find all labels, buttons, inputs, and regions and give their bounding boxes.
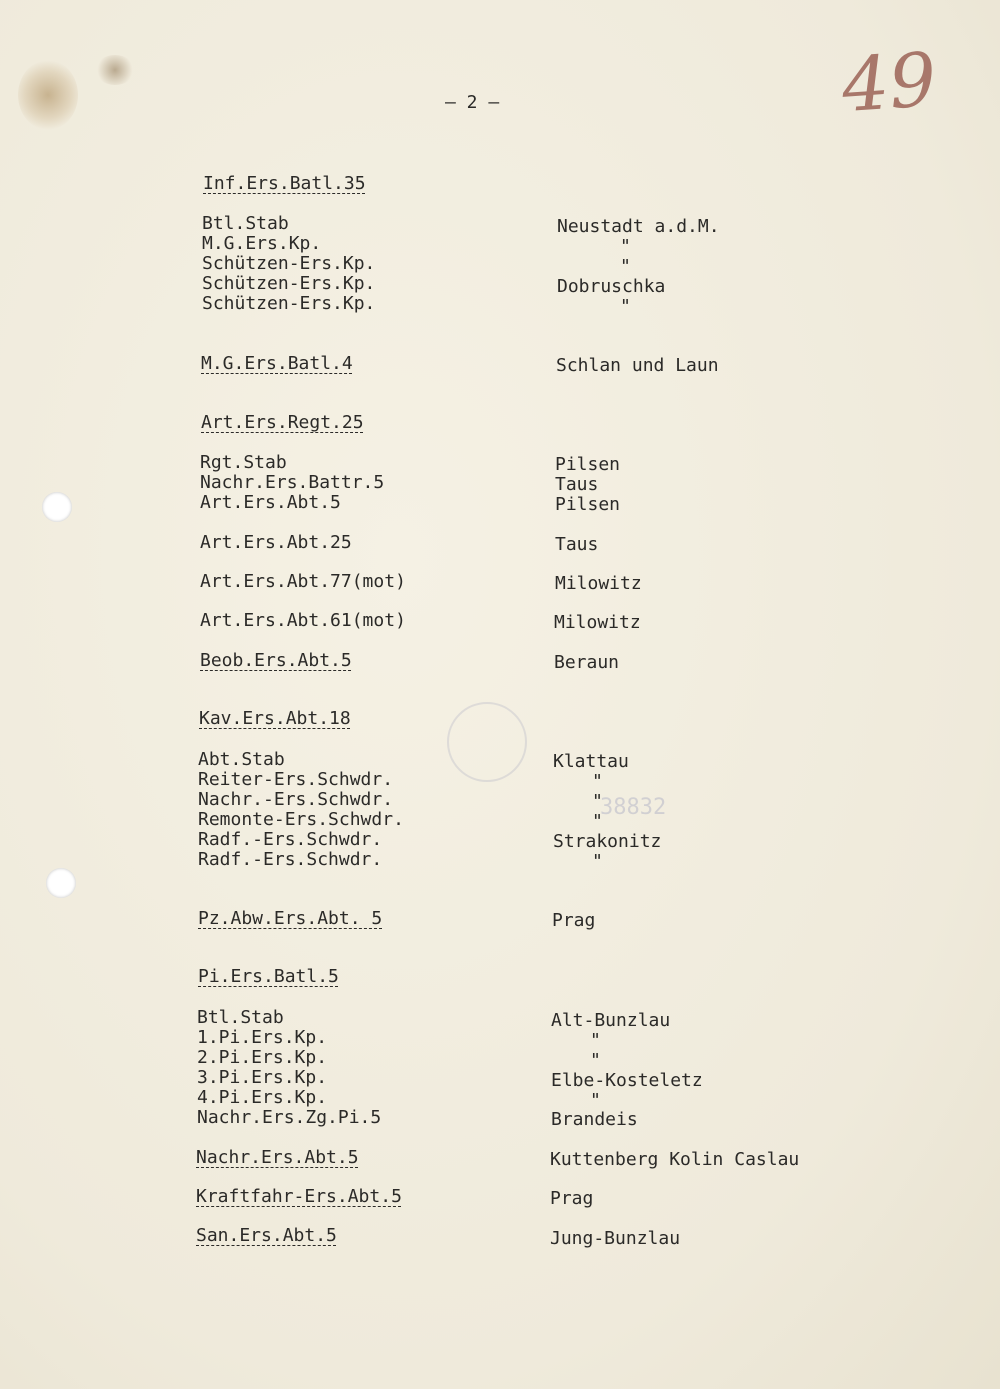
location-text: Brandeis bbox=[551, 1109, 638, 1130]
sub-unit-label: Art.Ers.Abt.61(mot) bbox=[200, 610, 406, 631]
location-text: Milowitz bbox=[554, 612, 641, 633]
sub-unit-label: Nachr.Ers.Zg.Pi.5 bbox=[197, 1107, 382, 1128]
unit-heading: Kraftfahr-Ers.Abt.5 bbox=[196, 1186, 402, 1207]
folio-number: 49 bbox=[839, 36, 940, 130]
sub-unit-label: Btl.Stab bbox=[202, 213, 289, 234]
location-text: Elbe-Kosteletz bbox=[551, 1070, 703, 1091]
ghost-number: 38832 bbox=[600, 795, 667, 820]
sub-unit-label: Nachr.-Ers.Schwdr. bbox=[198, 789, 394, 810]
unit-heading: San.Ers.Abt.5 bbox=[196, 1225, 337, 1246]
location-text: Jung-Bunzlau bbox=[550, 1228, 681, 1249]
location-text: Taus bbox=[555, 534, 599, 555]
sub-unit-label: Art.Ers.Abt.77(mot) bbox=[200, 571, 406, 592]
unit-heading: Inf.Ers.Batl.35 bbox=[203, 173, 366, 194]
ditto-mark: " bbox=[592, 851, 603, 872]
location-text: Pilsen bbox=[555, 454, 621, 475]
water-stain bbox=[95, 55, 135, 85]
sub-unit-label: Btl.Stab bbox=[197, 1007, 284, 1028]
ditto-mark: " bbox=[592, 771, 603, 792]
location-text: Beraun bbox=[554, 652, 620, 673]
unit-heading: Pi.Ers.Batl.5 bbox=[198, 966, 339, 987]
ditto-mark: " bbox=[620, 256, 631, 277]
sub-unit-label: Nachr.Ers.Battr.5 bbox=[200, 472, 385, 493]
sub-unit-label: Schützen-Ers.Kp. bbox=[202, 293, 376, 314]
unit-heading: Art.Ers.Regt.25 bbox=[201, 412, 364, 433]
ditto-mark: " bbox=[590, 1090, 601, 1111]
punch-hole bbox=[42, 492, 72, 522]
sub-unit-label: Art.Ers.Abt.25 bbox=[200, 532, 352, 553]
unit-heading: Kav.Ers.Abt.18 bbox=[199, 708, 351, 729]
sub-unit-label: 1.Pi.Ers.Kp. bbox=[197, 1027, 328, 1048]
location-text: Schlan und Laun bbox=[556, 355, 719, 376]
location-text: Prag bbox=[552, 910, 596, 931]
location-text: Kuttenberg Kolin Caslau bbox=[550, 1149, 800, 1170]
location-text: Prag bbox=[550, 1188, 594, 1209]
unit-heading: Pz.Abw.Ers.Abt. 5 bbox=[198, 908, 383, 929]
sub-unit-label: Reiter-Ers.Schwdr. bbox=[198, 769, 394, 790]
ditto-mark: " bbox=[592, 791, 603, 812]
water-stain bbox=[18, 60, 78, 130]
location-text: Strakonitz bbox=[553, 831, 662, 852]
sub-unit-label: Schützen-Ers.Kp. bbox=[202, 253, 376, 274]
sub-unit-label: Radf.-Ers.Schwdr. bbox=[198, 829, 383, 850]
location-text: Taus bbox=[555, 474, 599, 495]
location-text: Alt-Bunzlau bbox=[551, 1010, 671, 1031]
sub-unit-label: M.G.Ers.Kp. bbox=[202, 233, 322, 254]
page-number: – 2 – bbox=[445, 92, 500, 113]
location-text: Klattau bbox=[553, 751, 629, 772]
sub-unit-label: Rgt.Stab bbox=[200, 452, 287, 473]
ditto-mark: " bbox=[590, 1030, 601, 1051]
punch-hole bbox=[46, 868, 76, 898]
ditto-mark: " bbox=[592, 811, 603, 832]
unit-heading: M.G.Ers.Batl.4 bbox=[201, 353, 353, 374]
unit-heading: Nachr.Ers.Abt.5 bbox=[196, 1147, 359, 1168]
sub-unit-label: Abt.Stab bbox=[198, 749, 285, 770]
location-text: Pilsen bbox=[555, 494, 621, 515]
ditto-mark: " bbox=[590, 1050, 601, 1071]
sub-unit-label: 2.Pi.Ers.Kp. bbox=[197, 1047, 328, 1068]
location-text: Dobruschka bbox=[557, 276, 666, 297]
location-text: Neustadt a.d.M. bbox=[557, 216, 720, 237]
sub-unit-label: 3.Pi.Ers.Kp. bbox=[197, 1067, 328, 1088]
location-text: Milowitz bbox=[555, 573, 642, 594]
sub-unit-label: Art.Ers.Abt.5 bbox=[200, 492, 341, 513]
sub-unit-label: Radf.-Ers.Schwdr. bbox=[198, 849, 383, 870]
ditto-mark: " bbox=[620, 296, 631, 317]
ditto-mark: " bbox=[620, 236, 631, 257]
sub-unit-label: 4.Pi.Ers.Kp. bbox=[197, 1087, 328, 1108]
unit-heading: Beob.Ers.Abt.5 bbox=[200, 650, 352, 671]
faint-stamp bbox=[447, 702, 527, 782]
sub-unit-label: Remonte-Ers.Schwdr. bbox=[198, 809, 404, 830]
sub-unit-label: Schützen-Ers.Kp. bbox=[202, 273, 376, 294]
